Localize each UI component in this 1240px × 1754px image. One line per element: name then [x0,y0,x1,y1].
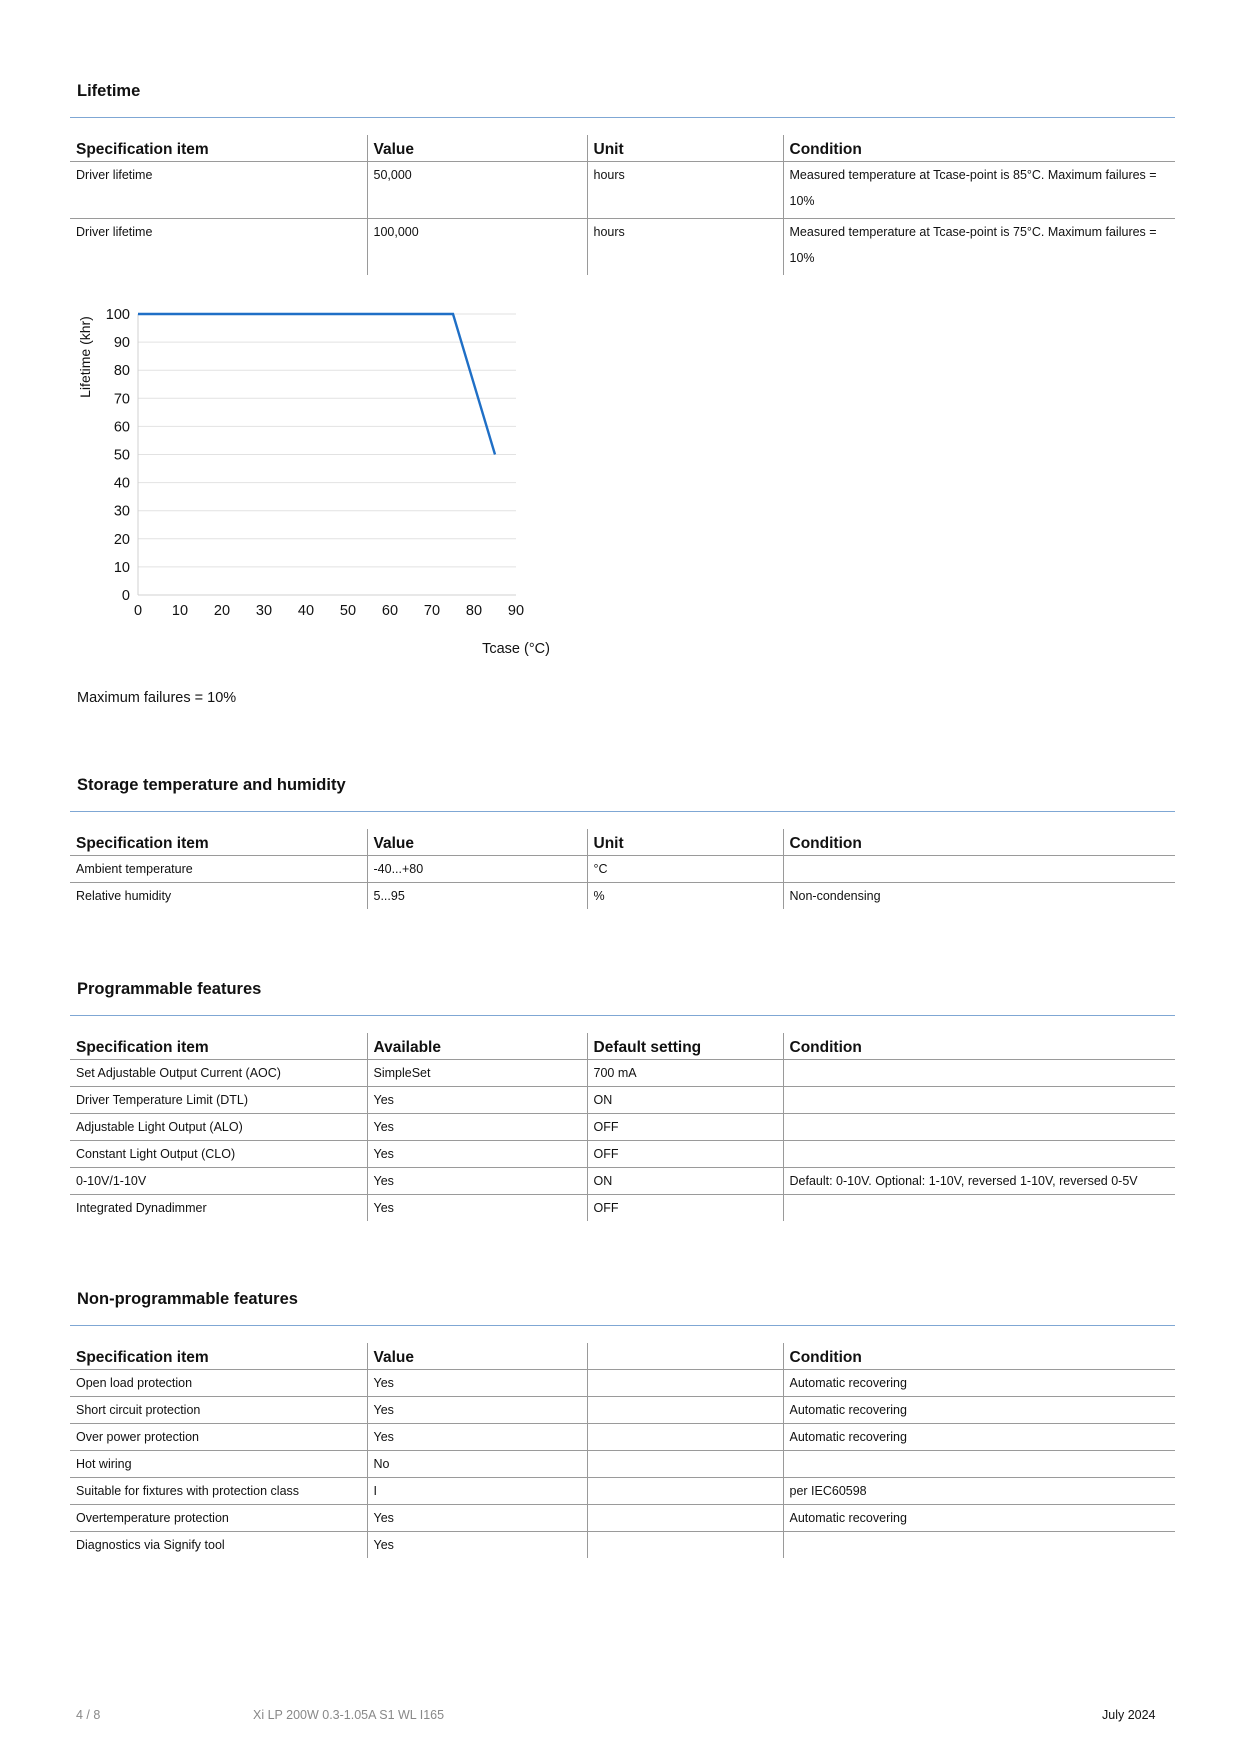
cell-default: OFF [587,1141,783,1168]
x-tick-label: 0 [133,603,143,619]
table-row [70,1397,1175,1424]
x-tick-label: 60 [381,603,399,619]
y-tick-label: 40 [113,475,130,492]
cell-available: Yes [367,1087,587,1114]
cell-condition [783,1141,1175,1168]
cell-spec-item: Over power protection [70,1424,367,1451]
cell-empty [587,1397,783,1424]
cell-spec-item: Set Adjustable Output Current (AOC) [70,1060,367,1087]
table-row [70,1195,1175,1222]
header-condition: Condition [783,1033,1175,1060]
cell-available: Yes [367,1141,587,1168]
cell-condition [783,1195,1175,1222]
cell-spec-item: Suitable for fixtures with protection class [70,1478,367,1505]
cell-condition: Automatic recovering [783,1424,1175,1451]
cell-value: I [367,1478,587,1505]
header-empty [587,1343,783,1370]
storage-table [70,829,1175,909]
header-unit: Unit [587,829,783,856]
lifetime-section-rule [70,117,1175,118]
storage-section-rule [70,811,1175,812]
cell-available: Yes [367,1195,587,1222]
cell-value: Yes [367,1424,587,1451]
cell-spec-item: Diagnostics via Signify tool [76,1538,225,1552]
footer-page-number: 4 / 8 [76,1708,101,1722]
chart-grid [138,314,516,595]
footer-date: July 2024 [1102,1708,1156,1722]
nonprogrammable-section-title: Non-programmable features [77,1290,298,1308]
cell-default: OFF [587,1195,783,1222]
nonprogrammable-section-rule [70,1325,1175,1326]
y-tick-label: 60 [113,419,130,436]
x-tick-label: 20 [213,603,231,619]
lifetime-section-title: Lifetime [77,82,141,100]
header-condition: Condition [783,829,1175,856]
table-header-row [70,829,1175,856]
y-tick-label: 30 [113,503,130,520]
lifetime-note: Maximum failures = 10% [77,690,237,706]
cell-empty [587,1370,783,1397]
cell-empty [587,1478,783,1505]
table-row [70,219,1175,276]
cell-condition [783,1532,1175,1559]
cell-condition: Default: 0-10V. Optional: 1-10V, reversed 1-10V, reversed 0-5V [783,1168,1175,1195]
chart-y-axis-label: Lifetime (khr) [77,316,93,398]
cell-condition: Automatic recovering [783,1370,1175,1397]
cell-empty [587,1532,783,1559]
header-condition: Condition [783,135,1175,162]
cell-spec-item: Relative humidity [76,889,172,903]
x-tick-label: 40 [297,603,315,619]
cell-default: ON [587,1087,783,1114]
cell-value: Yes [367,1532,587,1559]
cell-value: 100,000 [367,219,587,276]
cell-available: SimpleSet [367,1060,587,1087]
cell-value: 50,000 [367,162,587,219]
cell-condition: Automatic recovering [783,1505,1175,1532]
programmable-table [70,1033,1175,1221]
cell-empty [587,1451,783,1478]
cell-condition [783,856,1175,883]
header-value: Value [367,135,587,162]
y-tick-label: 10 [113,559,130,576]
nonprogrammable-table [70,1343,1175,1558]
cell-condition: Non-condensing [783,883,1175,910]
storage-section-title: Storage temperature and humidity [77,776,346,794]
cell-available: Yes [367,1168,587,1195]
table-row [70,1087,1175,1114]
table-header-row [70,1033,1175,1060]
table-row [70,162,1175,219]
cell-empty [587,1505,783,1532]
table-row [70,1451,1175,1478]
table-header-row [70,135,1175,162]
programmable-section-rule [70,1015,1175,1016]
header-spec-item: Specification item [70,135,367,162]
chart-ticks [106,307,524,619]
cell-condition: Measured temperature at Tcase-point is 85°C. Maximum failures = 10% [783,162,1175,219]
table-row [70,856,1175,883]
cell-condition [783,1451,1175,1478]
table-row [70,1505,1175,1532]
table-row [70,1114,1175,1141]
x-tick-label: 10 [171,603,189,619]
cell-spec-item: Driver lifetime [70,162,367,219]
cell-condition: per IEC60598 [783,1478,1175,1505]
cell-condition [783,1087,1175,1114]
header-default-setting: Default setting [587,1033,783,1060]
cell-condition [783,1060,1175,1087]
cell-spec-item: Driver lifetime [76,225,153,239]
footer-product-name: Xi LP 200W 0.3-1.05A S1 WL I165 [253,1708,445,1722]
x-tick-label: 80 [465,603,483,619]
cell-value: Yes [367,1397,587,1424]
header-available: Available [367,1033,587,1060]
cell-unit: hours [587,219,783,276]
table-row [70,1478,1175,1505]
cell-value: -40...+80 [367,856,587,883]
header-spec-item: Specification item [70,829,367,856]
table-row [70,1141,1175,1168]
cell-unit: hours [587,162,783,219]
cell-default: ON [587,1168,783,1195]
table-row [70,1168,1175,1195]
lifetime-chart [70,295,570,675]
series-line [138,314,495,455]
x-tick-label: 70 [423,603,441,619]
cell-value: 5...95 [367,883,587,910]
cell-value: No [367,1451,587,1478]
cell-value: Yes [367,1370,587,1397]
header-value: Value [367,829,587,856]
cell-default: OFF [587,1114,783,1141]
x-tick-label: 50 [339,603,357,619]
lifetime-chart-svg [70,295,570,675]
cell-condition [783,1114,1175,1141]
header-spec-item: Specification item [70,1033,367,1060]
cell-spec-item: Constant Light Output (CLO) [70,1141,367,1168]
cell-spec-item: Integrated Dynadimmer [76,1201,207,1215]
chart-x-axis-label: Tcase (°C) [482,641,550,657]
cell-condition: Measured temperature at Tcase-point is 75°C. Maximum failures = 10% [783,219,1175,276]
x-tick-label: 90 [507,603,525,619]
cell-spec-item: 0-10V/1-10V [70,1168,367,1195]
header-condition: Condition [783,1343,1175,1370]
y-tick-label: 70 [113,391,130,408]
y-tick-label: 50 [113,447,130,464]
cell-unit: °C [587,856,783,883]
cell-unit: % [587,883,783,910]
table-row [70,1060,1175,1087]
table-row [70,1370,1175,1397]
header-spec-item: Specification item [70,1343,367,1370]
table-row [70,883,1175,910]
y-tick-label: 20 [113,531,130,548]
header-unit: Unit [587,135,783,162]
cell-spec-item: Adjustable Light Output (ALO) [70,1114,367,1141]
cell-spec-item: Open load protection [70,1370,367,1397]
header-value: Value [367,1343,587,1370]
y-tick-label: 90 [113,335,130,352]
cell-condition: Automatic recovering [783,1397,1175,1424]
cell-spec-item: Ambient temperature [70,856,367,883]
lifetime-table [70,135,1175,275]
table-row [70,1424,1175,1451]
cell-spec-item: Hot wiring [70,1451,367,1478]
table-header-row [70,1343,1175,1370]
y-tick-label: 0 [121,588,130,604]
programmable-section-title: Programmable features [77,980,262,998]
cell-value: Yes [367,1505,587,1532]
y-tick-label: 80 [113,363,130,380]
cell-spec-item: Overtemperature protection [70,1505,367,1532]
chart-series [138,314,495,455]
cell-spec-item: Short circuit protection [70,1397,367,1424]
cell-available: Yes [367,1114,587,1141]
cell-empty [587,1424,783,1451]
table-row [70,1532,1175,1559]
y-tick-label: 100 [105,307,130,323]
cell-spec-item: Driver Temperature Limit (DTL) [70,1087,367,1114]
cell-default: 700 mA [587,1060,783,1087]
x-tick-label: 30 [255,603,273,619]
